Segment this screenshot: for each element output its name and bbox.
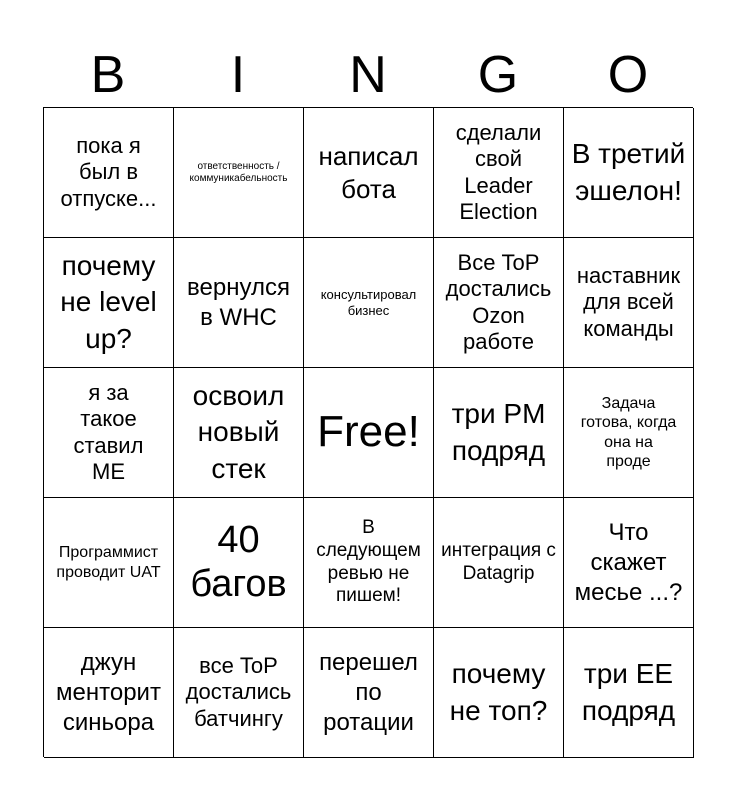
cell-text: Программист проводит UAT <box>56 544 161 581</box>
cell-text: почему не топ? <box>449 658 548 726</box>
bingo-cell[interactable] <box>564 498 694 628</box>
bingo-cell[interactable] <box>44 628 174 758</box>
cell-text: джун менторит синьора <box>56 648 161 736</box>
cell-text: сделали свой Leader Election <box>455 119 542 224</box>
bingo-cell[interactable] <box>304 498 434 628</box>
bingo-cell[interactable] <box>304 628 434 758</box>
cell-text: Задача готова, когда она на проде <box>580 395 677 470</box>
cell-text: перешел по ротации <box>319 648 418 736</box>
bingo-cell[interactable] <box>174 628 304 758</box>
bingo-cell[interactable] <box>434 368 564 498</box>
cell-text: три PM подряд <box>451 398 546 466</box>
bingo-cell[interactable] <box>44 498 174 628</box>
cell-text: ответственность / коммуникабельность <box>189 160 288 184</box>
header-letter-b: B <box>90 46 126 104</box>
bingo-cell[interactable] <box>434 108 564 238</box>
header-letter-i: I <box>230 46 246 104</box>
bingo-cell[interactable] <box>434 498 564 628</box>
cell-text: Что скажет месье ...? <box>574 518 683 606</box>
cell-text: написал бота <box>318 141 419 204</box>
bingo-cell[interactable] <box>564 238 694 368</box>
bingo-cell[interactable] <box>304 238 434 368</box>
cell-text: 40 багов <box>190 518 287 605</box>
cell-text: пока я был в отпуске... <box>60 132 157 211</box>
cell-text: В третий эшелон! <box>571 138 686 206</box>
bingo-grid <box>43 107 693 757</box>
cell-text: я за такое ставил ME <box>73 379 144 484</box>
bingo-cell[interactable] <box>564 368 694 498</box>
cell-text: почему не level up? <box>60 249 157 354</box>
cell-text: Все ToP достались Ozon работе <box>445 249 552 354</box>
bingo-cell[interactable] <box>44 368 174 498</box>
bingo-cell[interactable] <box>564 628 694 758</box>
free-cell[interactable] <box>304 368 434 498</box>
bingo-cell[interactable] <box>434 628 564 758</box>
cell-text: вернулся в WHC <box>187 273 290 331</box>
cell-text: консультировал бизнес <box>320 286 417 318</box>
bingo-cell[interactable] <box>174 108 304 238</box>
bingo-cell[interactable] <box>174 368 304 498</box>
bingo-cell[interactable] <box>44 238 174 368</box>
bingo-cell[interactable] <box>304 108 434 238</box>
header-letter-n: N <box>349 46 387 104</box>
free-space-label: Free! <box>317 407 420 457</box>
bingo-cell[interactable] <box>174 498 304 628</box>
cell-text: наставник для всей команды <box>576 262 681 341</box>
bingo-cell[interactable] <box>434 238 564 368</box>
bingo-cell[interactable] <box>44 108 174 238</box>
cell-text: интеграция с Datagrip <box>441 539 556 584</box>
bingo-cell[interactable] <box>564 108 694 238</box>
cell-text: В следующем ревью не пишем! <box>316 516 421 607</box>
header-letter-g: G <box>477 46 519 104</box>
bingo-header <box>43 40 693 110</box>
header-letter-o: O <box>607 46 649 104</box>
cell-text: три EE подряд <box>581 658 676 726</box>
cell-text: освоил новый стек <box>192 379 285 484</box>
cell-text: все ToP достались батчингу <box>185 652 292 731</box>
bingo-cell[interactable] <box>174 238 304 368</box>
